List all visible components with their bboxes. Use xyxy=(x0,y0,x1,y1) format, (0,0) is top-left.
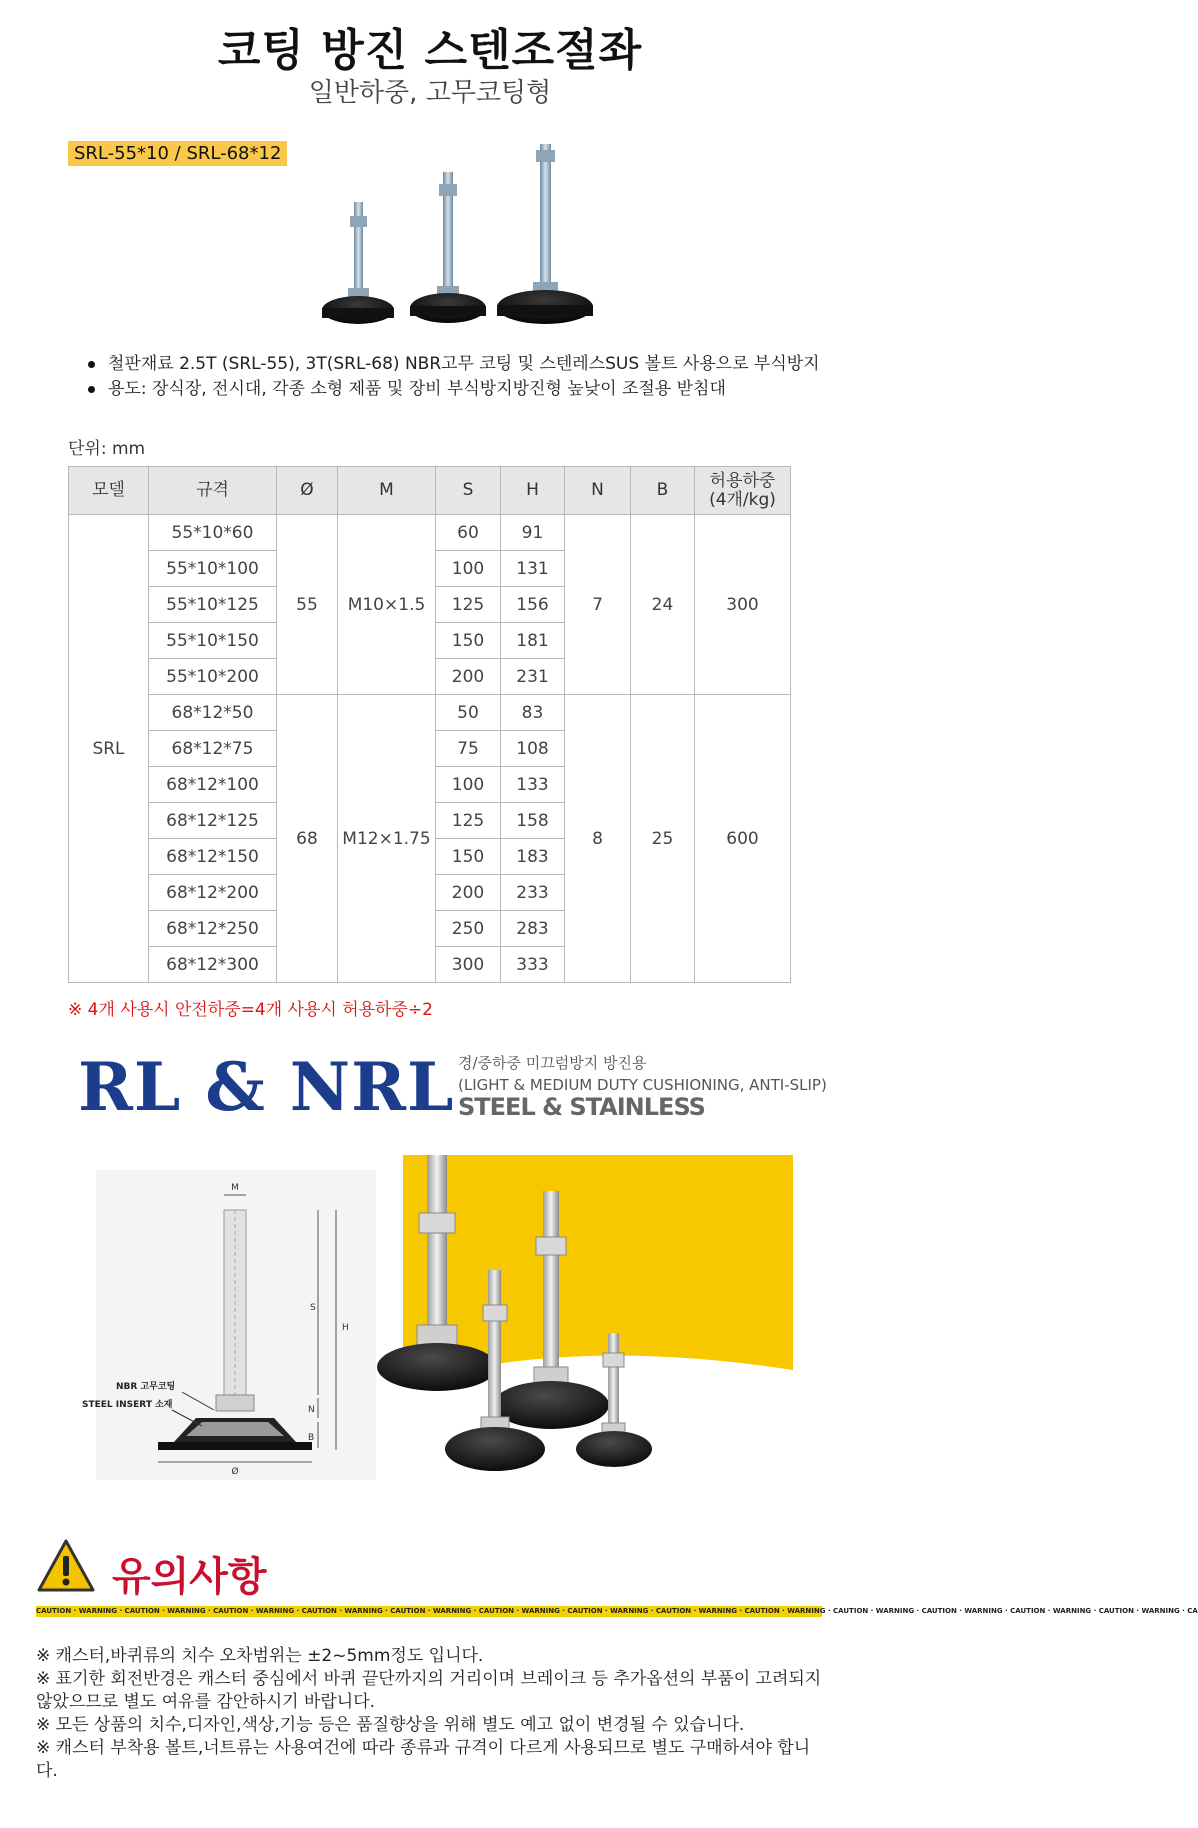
unit-label: 단위: mm xyxy=(68,439,146,459)
cell-h: 91 xyxy=(501,515,565,551)
diagram-label-insert: STEEL INSERT 소재 xyxy=(82,1400,173,1410)
cell-spec: 68*12*300 xyxy=(149,947,277,983)
cell-load: 300 xyxy=(695,515,791,695)
cell-h: 83 xyxy=(501,695,565,731)
feature-item: 철판재료 2.5T (SRL-55), 3T(SRL-68) NBR고무 코팅 및 스텐레스SUS 볼트 사용으로 부식방지 xyxy=(88,352,820,377)
cell-spec: 68*12*250 xyxy=(149,911,277,947)
cell-load: 600 xyxy=(695,695,791,983)
cell-h: 233 xyxy=(501,875,565,911)
cell-h: 108 xyxy=(501,731,565,767)
spec-table xyxy=(68,466,791,983)
cell-s: 150 xyxy=(436,623,501,659)
cell-spec: 68*12*100 xyxy=(149,767,277,803)
cell-s: 100 xyxy=(436,551,501,587)
table-row xyxy=(69,515,791,551)
cell-model: SRL xyxy=(69,515,149,983)
header-diameter: Ø xyxy=(277,467,338,515)
cell-diameter: 68 xyxy=(277,695,338,983)
cell-h: 333 xyxy=(501,947,565,983)
header-n: N xyxy=(565,467,631,515)
page-title: 코팅 방진 스텐조절좌 xyxy=(217,25,643,76)
cell-b: 25 xyxy=(631,695,695,983)
diagram-label-d: Ø xyxy=(231,1467,239,1477)
diagram-label-m: M xyxy=(231,1183,239,1193)
feature-item: 용도: 장식장, 전시대, 각종 소형 제품 및 장비 부식방지방진형 높낮이 조절용 받침대 xyxy=(88,377,820,402)
table-row xyxy=(69,695,791,731)
note-item: ※ 캐스터,바퀴류의 치수 오차범위는 ±2~5mm정도 입니다. xyxy=(36,1646,484,1666)
cell-spec: 55*10*100 xyxy=(149,551,277,587)
diagram-label-n: N xyxy=(308,1405,315,1415)
warning-icon xyxy=(36,1538,96,1594)
cell-n: 7 xyxy=(565,515,631,695)
note-item: ※ 캐스터 부착용 볼트,너트류는 사용여건에 따라 종류과 규격이 다르게 사용되므로 별도 구매하셔야 합니다. xyxy=(36,1738,811,1781)
header-model: 모델 xyxy=(69,467,149,515)
cell-s: 200 xyxy=(436,659,501,695)
cell-s: 50 xyxy=(436,695,501,731)
feature-list xyxy=(88,352,820,402)
cell-h: 158 xyxy=(501,803,565,839)
table-header-row xyxy=(69,467,791,515)
cell-diameter: 55 xyxy=(277,515,338,695)
banner-line-2: (LIGHT & MEDIUM DUTY CUSHIONING, ANTI-SLIP) xyxy=(458,1076,827,1094)
cell-m: M12×1.75 xyxy=(338,695,436,983)
cell-spec: 55*10*200 xyxy=(149,659,277,695)
note-item: ※ 모든 상품의 치수,디자인,색상,기능 등은 품질향상을 위해 별도 예고 없이 변경될 수 있습니다. xyxy=(36,1715,745,1735)
cell-h: 283 xyxy=(501,911,565,947)
cell-spec: 68*12*125 xyxy=(149,803,277,839)
cell-spec: 55*10*150 xyxy=(149,623,277,659)
cell-s: 125 xyxy=(436,803,501,839)
cell-h: 181 xyxy=(501,623,565,659)
banner-subtitle xyxy=(458,1052,827,1121)
table-note: ※ 4개 사용시 안전하중=4개 사용시 허용하중÷2 xyxy=(68,1000,433,1020)
diagram-label-nbr: NBR 고무코팅 xyxy=(116,1382,176,1392)
cell-m: M10×1.5 xyxy=(338,515,436,695)
cell-spec: 68*12*150 xyxy=(149,839,277,875)
cell-h: 131 xyxy=(501,551,565,587)
header-s: S xyxy=(436,467,501,515)
cell-s: 250 xyxy=(436,911,501,947)
header-spec: 규격 xyxy=(149,467,277,515)
cell-n: 8 xyxy=(565,695,631,983)
cell-spec: 55*10*125 xyxy=(149,587,277,623)
cell-h: 156 xyxy=(501,587,565,623)
cell-s: 60 xyxy=(436,515,501,551)
header-load: 허용하중 (4개/kg) xyxy=(695,467,791,515)
header-m: M xyxy=(338,467,436,515)
dimension-diagram xyxy=(82,1170,376,1480)
cell-s: 125 xyxy=(436,587,501,623)
header-h: H xyxy=(501,467,565,515)
caution-title: 유의사항 xyxy=(112,1554,267,1600)
cell-h: 231 xyxy=(501,659,565,695)
stainless-product-photo xyxy=(403,1155,793,1475)
banner-line-3: STEEL & STAINLESS xyxy=(458,1093,705,1121)
cell-spec: 68*12*75 xyxy=(149,731,277,767)
cell-s: 200 xyxy=(436,875,501,911)
cell-spec: 68*12*50 xyxy=(149,695,277,731)
cell-s: 100 xyxy=(436,767,501,803)
cell-s: 150 xyxy=(436,839,501,875)
banner-title: RL & NRL xyxy=(78,1048,455,1126)
caution-notes xyxy=(36,1645,826,1783)
cell-s: 75 xyxy=(436,731,501,767)
cell-spec: 55*10*60 xyxy=(149,515,277,551)
model-badge: SRL-55*10 / SRL-68*12 xyxy=(68,141,287,166)
cell-h: 133 xyxy=(501,767,565,803)
diagram-label-b: B xyxy=(308,1433,315,1443)
cell-h: 183 xyxy=(501,839,565,875)
caution-strip: CAUTION · WARNING · CAUTION · WARNING · CAUTION · WARNING · CAUTION · WARNING · CAUTION · WARNING · CAUTION · WARNING · CAUTION · WARNING · CAUTION · WARNING · CAUTION · WARNING · CAUTION · WARNING · CAUTION · WARNING · CAUTION · WARNING · CAUTION · WARNING · CA xyxy=(36,1607,1198,1615)
cell-spec: 68*12*200 xyxy=(149,875,277,911)
banner-line-1: 경/중하중 미끄럼방지 방진용 xyxy=(458,1054,647,1072)
diagram-label-s: S xyxy=(310,1303,316,1313)
product-photo xyxy=(290,140,650,330)
cell-s: 300 xyxy=(436,947,501,983)
header-b: B xyxy=(631,467,695,515)
note-item: ※ 표기한 회전반경은 캐스터 중심에서 바퀴 끝단까지의 거리이며 브레이크 등 추가옵션의 부품이 고려되지 않았으므로 별도 여유를 감안하시기 바랍니다. xyxy=(36,1669,822,1712)
cell-b: 24 xyxy=(631,515,695,695)
diagram-label-h: H xyxy=(342,1323,349,1333)
page-subtitle: 일반하중, 고무코팅형 xyxy=(308,78,552,108)
